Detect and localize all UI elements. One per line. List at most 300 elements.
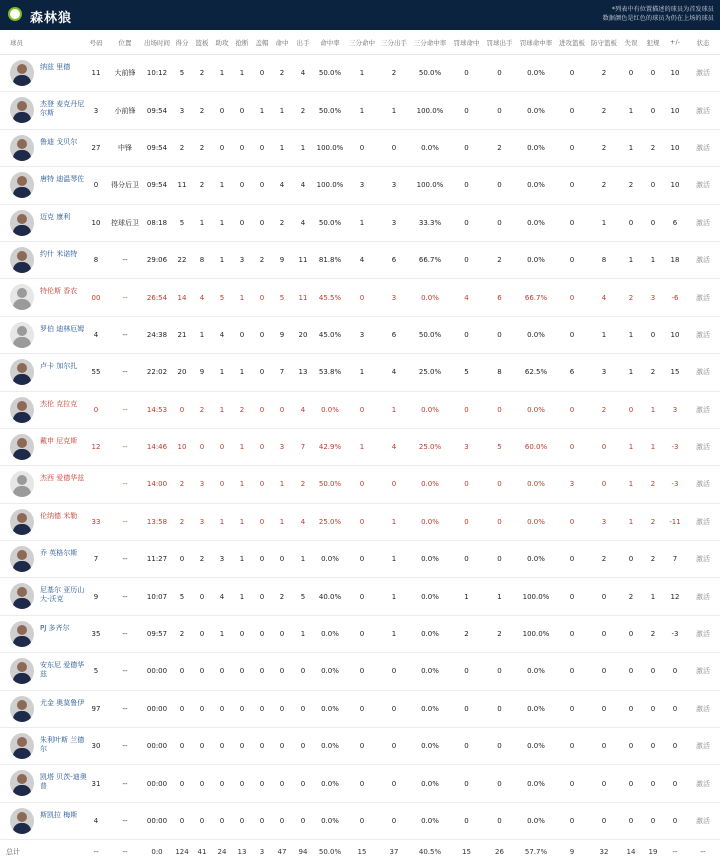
column-header[interactable]: 状态 — [686, 30, 720, 55]
stat-cell: 18 — [664, 241, 686, 278]
player-avatar — [10, 97, 34, 123]
stat-cell: 0 — [450, 541, 483, 578]
stat-cell: 0.0% — [516, 802, 556, 839]
player-avatar — [10, 135, 34, 161]
stat-cell: 0.0% — [516, 204, 556, 241]
stat-cell: 7 — [84, 541, 108, 578]
stat-cell: 4 — [192, 279, 212, 316]
column-header[interactable]: 篮板 — [192, 30, 212, 55]
stat-cell: 4 — [212, 578, 232, 615]
column-header[interactable]: 三分出手 — [378, 30, 410, 55]
player-name-link[interactable]: 鲁迪 戈贝尔 — [40, 137, 78, 146]
stat-cell: 0 — [450, 728, 483, 765]
stat-cell: 0 — [588, 615, 620, 652]
stat-cell: 0 — [378, 690, 410, 727]
player-row — [0, 204, 720, 241]
stat-cell: 5 — [212, 279, 232, 316]
player-cell — [0, 204, 84, 241]
stat-cell: 2 — [292, 466, 314, 503]
stat-cell: 0 — [192, 690, 212, 727]
stat-cell: 11 — [172, 167, 192, 204]
stat-cell: 0 — [556, 765, 588, 802]
stat-cell: 0 — [556, 428, 588, 465]
stat-cell: 0 — [664, 802, 686, 839]
stat-cell: 00 — [84, 279, 108, 316]
stat-cell: 3 — [346, 167, 378, 204]
stat-cell: 0.0% — [516, 503, 556, 540]
stat-cell — [84, 466, 108, 503]
stat-cell: 0.0% — [410, 466, 450, 503]
totals-label: 总计 — [6, 848, 20, 857]
player-row — [0, 466, 720, 503]
player-name-link[interactable]: 尼基尔 亚历山大-沃克 — [40, 586, 85, 604]
player-name-link[interactable]: 杰西 爱德华兹 — [40, 474, 85, 483]
stat-cell: 12 — [84, 428, 108, 465]
stat-cell: 0 — [642, 167, 664, 204]
stat-cell: 0 — [642, 690, 664, 727]
stat-cell: 0 — [483, 728, 516, 765]
stat-cell: 3 — [212, 541, 232, 578]
totals-cell: 37 — [389, 848, 399, 857]
stat-cell: 1 — [346, 204, 378, 241]
stat-cell: 0 — [450, 802, 483, 839]
column-header[interactable]: 罚球出手 — [483, 30, 516, 55]
stat-cell: 0 — [378, 466, 410, 503]
player-name-link[interactable]: 唐特 迪温琴佐 — [40, 175, 85, 184]
stat-cell: -- — [108, 615, 142, 652]
column-header[interactable]: 盖帽 — [252, 30, 272, 55]
stat-cell: 1 — [232, 578, 252, 615]
stat-cell: 50.0% — [314, 55, 346, 92]
stat-cell: 0 — [252, 541, 272, 578]
stat-cell: 0.0% — [516, 728, 556, 765]
stat-cell: 5 — [172, 578, 192, 615]
stat-cell: 0 — [212, 466, 232, 503]
stat-cell: 7 — [292, 428, 314, 465]
stat-cell: 0 — [292, 690, 314, 727]
stat-cell: 0 — [483, 503, 516, 540]
player-name-link[interactable]: 斯凯拉 梅斯 — [40, 810, 78, 819]
stat-cell: -- — [108, 241, 142, 278]
stat-cell: 0 — [212, 765, 232, 802]
stat-cell: 0 — [556, 728, 588, 765]
stat-cell: 2 — [192, 55, 212, 92]
stat-cell: 小前锋 — [108, 92, 142, 129]
player-row — [0, 279, 720, 316]
stat-cell: 11 — [84, 55, 108, 92]
player-name-link[interactable]: 迈克 康利 — [40, 212, 71, 221]
stat-cell: 2 — [232, 391, 252, 428]
column-header[interactable]: 抢断 — [232, 30, 252, 55]
stat-cell: 中锋 — [108, 129, 142, 166]
stat-cell: -- — [108, 466, 142, 503]
stat-cell: -- — [108, 578, 142, 615]
player-cell — [0, 428, 84, 465]
stat-cell: 1 — [232, 55, 252, 92]
stat-cell: 1 — [212, 55, 232, 92]
stat-cell: 4 — [292, 204, 314, 241]
stat-cell: 1 — [642, 391, 664, 428]
stat-cell: 1 — [620, 503, 642, 540]
stat-cell: 09:54 — [142, 167, 172, 204]
stat-cell: 1 — [272, 92, 292, 129]
stat-cell: 0.0% — [410, 279, 450, 316]
player-cell — [0, 503, 84, 540]
stat-cell: 00:00 — [142, 765, 172, 802]
player-cell — [0, 55, 84, 92]
stat-cell: 0 — [252, 802, 272, 839]
stat-cell: 0 — [346, 503, 378, 540]
stat-cell: 0 — [556, 541, 588, 578]
stat-cell: 5 — [272, 279, 292, 316]
stat-cell: 激活 — [686, 167, 720, 204]
player-name-link[interactable]: 凯塔 贝茨-迪奥普 — [40, 773, 87, 791]
stat-cell: 20 — [172, 354, 192, 391]
stat-cell: 1 — [292, 129, 314, 166]
stat-cell: 25.0% — [410, 354, 450, 391]
stat-cell: 0.0% — [410, 728, 450, 765]
stat-cell: 0.0% — [410, 503, 450, 540]
stat-cell: 27 — [84, 129, 108, 166]
player-row — [0, 92, 720, 129]
stat-cell: 0 — [292, 765, 314, 802]
player-name-link[interactable]: 乔 英格尔斯 — [40, 549, 78, 558]
stat-cell: 0.0% — [516, 466, 556, 503]
stat-cell: 5 — [450, 354, 483, 391]
stat-cell: 1 — [212, 204, 232, 241]
stat-cell: 0 — [483, 466, 516, 503]
stat-cell: 激活 — [686, 578, 720, 615]
stat-cell: 1 — [378, 503, 410, 540]
stat-cell: 10 — [84, 204, 108, 241]
player-avatar — [10, 322, 34, 348]
column-header[interactable]: 出场时间 — [142, 30, 172, 55]
stat-cell: 1 — [232, 503, 252, 540]
stat-cell: 0 — [272, 802, 292, 839]
stat-cell: 0 — [450, 204, 483, 241]
stat-cell: 14:53 — [142, 391, 172, 428]
stat-cell: 0 — [346, 728, 378, 765]
stat-cell: 0 — [450, 92, 483, 129]
player-name-link[interactable]: 朱利叶斯 兰德尔 — [40, 736, 85, 754]
totals-cell: 50.0% — [318, 848, 342, 857]
stat-cell: 0 — [172, 391, 192, 428]
stat-cell: 0 — [620, 690, 642, 727]
column-header[interactable]: 命中率 — [314, 30, 346, 55]
stat-cell: 0.0% — [516, 55, 556, 92]
stat-cell: 0 — [556, 241, 588, 278]
totals-cell: -- — [700, 848, 706, 857]
stat-cell: 0 — [483, 802, 516, 839]
stat-cell: 00:00 — [142, 802, 172, 839]
stat-cell: 0 — [556, 615, 588, 652]
stat-cell: 0.0% — [516, 653, 556, 690]
stat-cell: -- — [108, 728, 142, 765]
stat-cell: 2 — [292, 92, 314, 129]
stat-cell: 0 — [556, 279, 588, 316]
column-header[interactable]: 罚球命中 — [450, 30, 483, 55]
stat-cell: 0 — [556, 503, 588, 540]
stat-cell: 0 — [346, 802, 378, 839]
stat-cell: 2 — [588, 92, 620, 129]
stat-cell: 3 — [378, 279, 410, 316]
player-avatar — [10, 471, 34, 497]
stat-cell: 5 — [292, 578, 314, 615]
stat-cell: 10 — [664, 55, 686, 92]
totals-cell: 47 — [277, 848, 287, 857]
player-name-link[interactable]: 尤金 奥莫鲁伊 — [40, 698, 85, 707]
stat-cell: 0 — [588, 578, 620, 615]
stat-cell: 2 — [192, 391, 212, 428]
player-name-link[interactable]: 罗伯 迪林厄姆 — [40, 324, 85, 333]
stat-cell: 激活 — [686, 615, 720, 652]
stat-cell: 0 — [620, 541, 642, 578]
stat-cell: 0 — [620, 653, 642, 690]
stat-cell: 6 — [378, 241, 410, 278]
stat-cell: 50.0% — [314, 466, 346, 503]
stat-cell: 0 — [232, 615, 252, 652]
stat-cell: 100.0% — [516, 578, 556, 615]
stat-cell: -- — [108, 279, 142, 316]
totals-cell: 57.7% — [524, 848, 548, 857]
stat-cell: 100.0% — [410, 167, 450, 204]
stat-cell: 3 — [588, 503, 620, 540]
stat-cell: 2 — [172, 466, 192, 503]
column-header[interactable]: 助攻 — [212, 30, 232, 55]
stat-cell: 09:54 — [142, 92, 172, 129]
stat-cell: -3 — [664, 615, 686, 652]
stat-cell: 0 — [378, 765, 410, 802]
stat-cell: 09:57 — [142, 615, 172, 652]
stat-cell: 0 — [172, 653, 192, 690]
stat-cell: 0 — [483, 204, 516, 241]
player-cell — [0, 466, 84, 503]
stat-cell: 100.0% — [314, 129, 346, 166]
player-name-link[interactable]: 纳兹 里德 — [40, 63, 71, 71]
column-header[interactable]: 出手 — [292, 30, 314, 55]
stat-cell: 0.0% — [314, 802, 346, 839]
stat-cell: 激活 — [686, 802, 720, 839]
stat-cell: 6 — [483, 279, 516, 316]
stat-cell: 0 — [450, 167, 483, 204]
stat-cell: 0 — [664, 765, 686, 802]
stat-cell: 0 — [232, 690, 252, 727]
stat-cell: 1 — [378, 92, 410, 129]
stat-cell: 0 — [212, 428, 232, 465]
stat-cell: 2 — [620, 578, 642, 615]
player-cell — [0, 391, 84, 428]
stat-cell: 29:06 — [142, 241, 172, 278]
column-header[interactable]: 失误 — [620, 30, 642, 55]
stat-cell: 0 — [556, 316, 588, 353]
stat-cell: -3 — [664, 466, 686, 503]
totals-cell: 9 — [569, 848, 575, 857]
stat-cell: 3 — [192, 503, 212, 540]
stat-cell: 0 — [252, 354, 272, 391]
stat-cell: 0 — [642, 55, 664, 92]
stat-cell: 10 — [664, 92, 686, 129]
player-avatar — [10, 583, 34, 609]
stat-cell: 0 — [483, 541, 516, 578]
player-name-link[interactable]: 杰伦 克拉克 — [40, 399, 78, 408]
stat-cell: 3 — [192, 466, 212, 503]
player-name-link[interactable]: 约什 米诺特 — [40, 249, 78, 258]
player-name-link[interactable]: 卢卡 加尔扎 — [40, 362, 78, 371]
stat-cell: 1 — [378, 615, 410, 652]
stat-cell: 9 — [84, 578, 108, 615]
stat-cell: 1 — [192, 316, 212, 353]
column-header[interactable]: 三分命中率 — [410, 30, 450, 55]
stat-cell: 0 — [252, 55, 272, 92]
stat-cell: 0 — [450, 466, 483, 503]
stat-cell: 2 — [483, 615, 516, 652]
stat-cell: 1 — [346, 428, 378, 465]
legend-note-line2: 数据颜色是红色的球员为仍在上场的球员 — [602, 15, 714, 22]
stat-cell: 0 — [450, 55, 483, 92]
column-header[interactable]: 号码 — [84, 30, 108, 55]
stat-cell: 0 — [664, 653, 686, 690]
player-avatar — [10, 210, 34, 236]
stat-cell: 激活 — [686, 241, 720, 278]
stat-cell: 0 — [378, 728, 410, 765]
stat-cell: 0 — [346, 129, 378, 166]
stat-cell: -6 — [664, 279, 686, 316]
player-avatar — [10, 247, 34, 273]
player-name-link[interactable]: PJ 多齐尔 — [40, 623, 70, 632]
stat-cell: 激活 — [686, 391, 720, 428]
stat-cell: 3 — [232, 241, 252, 278]
player-name-link[interactable]: 杰登 麦克丹尼尔斯 — [40, 100, 85, 118]
column-header[interactable]: 三分命中 — [346, 30, 378, 55]
stat-cell: 0.0% — [516, 765, 556, 802]
stat-cell: 激活 — [686, 354, 720, 391]
stat-cell: 22 — [172, 241, 192, 278]
stat-cell: -- — [108, 653, 142, 690]
stat-cell: 0 — [252, 615, 272, 652]
stat-cell: 激活 — [686, 316, 720, 353]
column-header[interactable]: 防守篮板 — [588, 30, 620, 55]
stat-cell: 1 — [483, 578, 516, 615]
stat-cell: 9 — [272, 241, 292, 278]
column-header[interactable]: 犯规 — [642, 30, 664, 55]
stat-cell: 0 — [212, 653, 232, 690]
stat-cell: 0 — [252, 129, 272, 166]
player-name-link[interactable]: 安东尼 爱德华兹 — [40, 661, 85, 679]
player-row — [0, 354, 720, 391]
totals-cell: 24 — [217, 848, 227, 857]
totals-cell: 40.5% — [418, 848, 442, 857]
stat-cell: 0.0% — [410, 129, 450, 166]
stat-cell: 14 — [172, 279, 192, 316]
stat-cell: 10 — [172, 428, 192, 465]
stat-cell: 得分后卫 — [108, 167, 142, 204]
stat-cell: 2 — [642, 129, 664, 166]
stat-cell: 5 — [84, 653, 108, 690]
stat-cell: 4 — [588, 279, 620, 316]
player-cell — [0, 241, 84, 278]
stat-cell: 0 — [84, 391, 108, 428]
totals-cell: -- — [122, 848, 128, 857]
stat-cell: 0 — [620, 204, 642, 241]
stat-cell: -- — [108, 428, 142, 465]
stat-cell: 0 — [272, 690, 292, 727]
stat-cell: 1 — [378, 391, 410, 428]
stat-cell: 0 — [346, 765, 378, 802]
stat-cell: 0 — [232, 167, 252, 204]
stat-cell: 1 — [212, 615, 232, 652]
stat-cell: 4 — [378, 354, 410, 391]
stat-cell: 100.0% — [410, 92, 450, 129]
stat-cell: 0 — [212, 92, 232, 129]
stat-cell: 0.0% — [314, 653, 346, 690]
player-row — [0, 765, 720, 802]
totals-cell: 13 — [237, 848, 247, 857]
stat-cell: 3 — [378, 204, 410, 241]
player-name-link[interactable]: 伦纳德 米勒 — [40, 511, 78, 520]
stat-cell: 2 — [642, 503, 664, 540]
player-name-link[interactable]: 特伦斯 香农 — [40, 287, 78, 296]
totals-cell: 0:0 — [151, 848, 163, 857]
stat-cell: 0 — [642, 653, 664, 690]
column-header[interactable]: +/- — [664, 30, 686, 55]
stat-cell: 14:46 — [142, 428, 172, 465]
stat-cell: 3 — [346, 316, 378, 353]
stat-cell: 12 — [664, 578, 686, 615]
stat-cell: 0 — [172, 541, 192, 578]
stat-cell: 0 — [346, 279, 378, 316]
column-header[interactable]: 命中 — [272, 30, 292, 55]
stat-cell: 0 — [232, 765, 252, 802]
stat-cell: 0 — [232, 802, 252, 839]
stat-cell: 0 — [556, 204, 588, 241]
column-header[interactable]: 得分 — [172, 30, 192, 55]
player-row — [0, 653, 720, 690]
player-name-link[interactable]: 戴申 尼克斯 — [40, 436, 78, 445]
stat-cell: 0.0% — [516, 92, 556, 129]
player-row — [0, 428, 720, 465]
stat-cell: 0 — [192, 728, 212, 765]
stat-cell: 激活 — [686, 728, 720, 765]
stat-cell: 0 — [252, 428, 272, 465]
column-header[interactable]: 位置 — [108, 30, 142, 55]
column-header[interactable]: 进攻篮板 — [556, 30, 588, 55]
stat-cell: 2 — [172, 503, 192, 540]
stat-cell: 0 — [346, 466, 378, 503]
stat-cell: 13:58 — [142, 503, 172, 540]
stat-cell: 0 — [620, 55, 642, 92]
stat-cell: 1 — [232, 279, 252, 316]
player-row — [0, 391, 720, 428]
stat-cell: 0 — [212, 728, 232, 765]
stat-cell: 激活 — [686, 765, 720, 802]
stat-cell: 0 — [172, 765, 192, 802]
stat-cell: 0 — [588, 428, 620, 465]
stat-cell: 4 — [292, 391, 314, 428]
stat-cell: 5 — [483, 428, 516, 465]
stat-cell: 09:54 — [142, 129, 172, 166]
player-cell — [0, 615, 84, 652]
stat-cell: 2 — [588, 55, 620, 92]
column-header[interactable]: 罚球命中率 — [516, 30, 556, 55]
stat-cell: 0 — [588, 728, 620, 765]
stat-cell: 20 — [292, 316, 314, 353]
stat-cell: 0.0% — [410, 541, 450, 578]
stat-cell: 14:00 — [142, 466, 172, 503]
column-header[interactable]: 球员 — [0, 30, 84, 55]
stat-cell: 0 — [483, 55, 516, 92]
team-logo-icon — [8, 7, 22, 21]
stat-cell: 1 — [212, 354, 232, 391]
